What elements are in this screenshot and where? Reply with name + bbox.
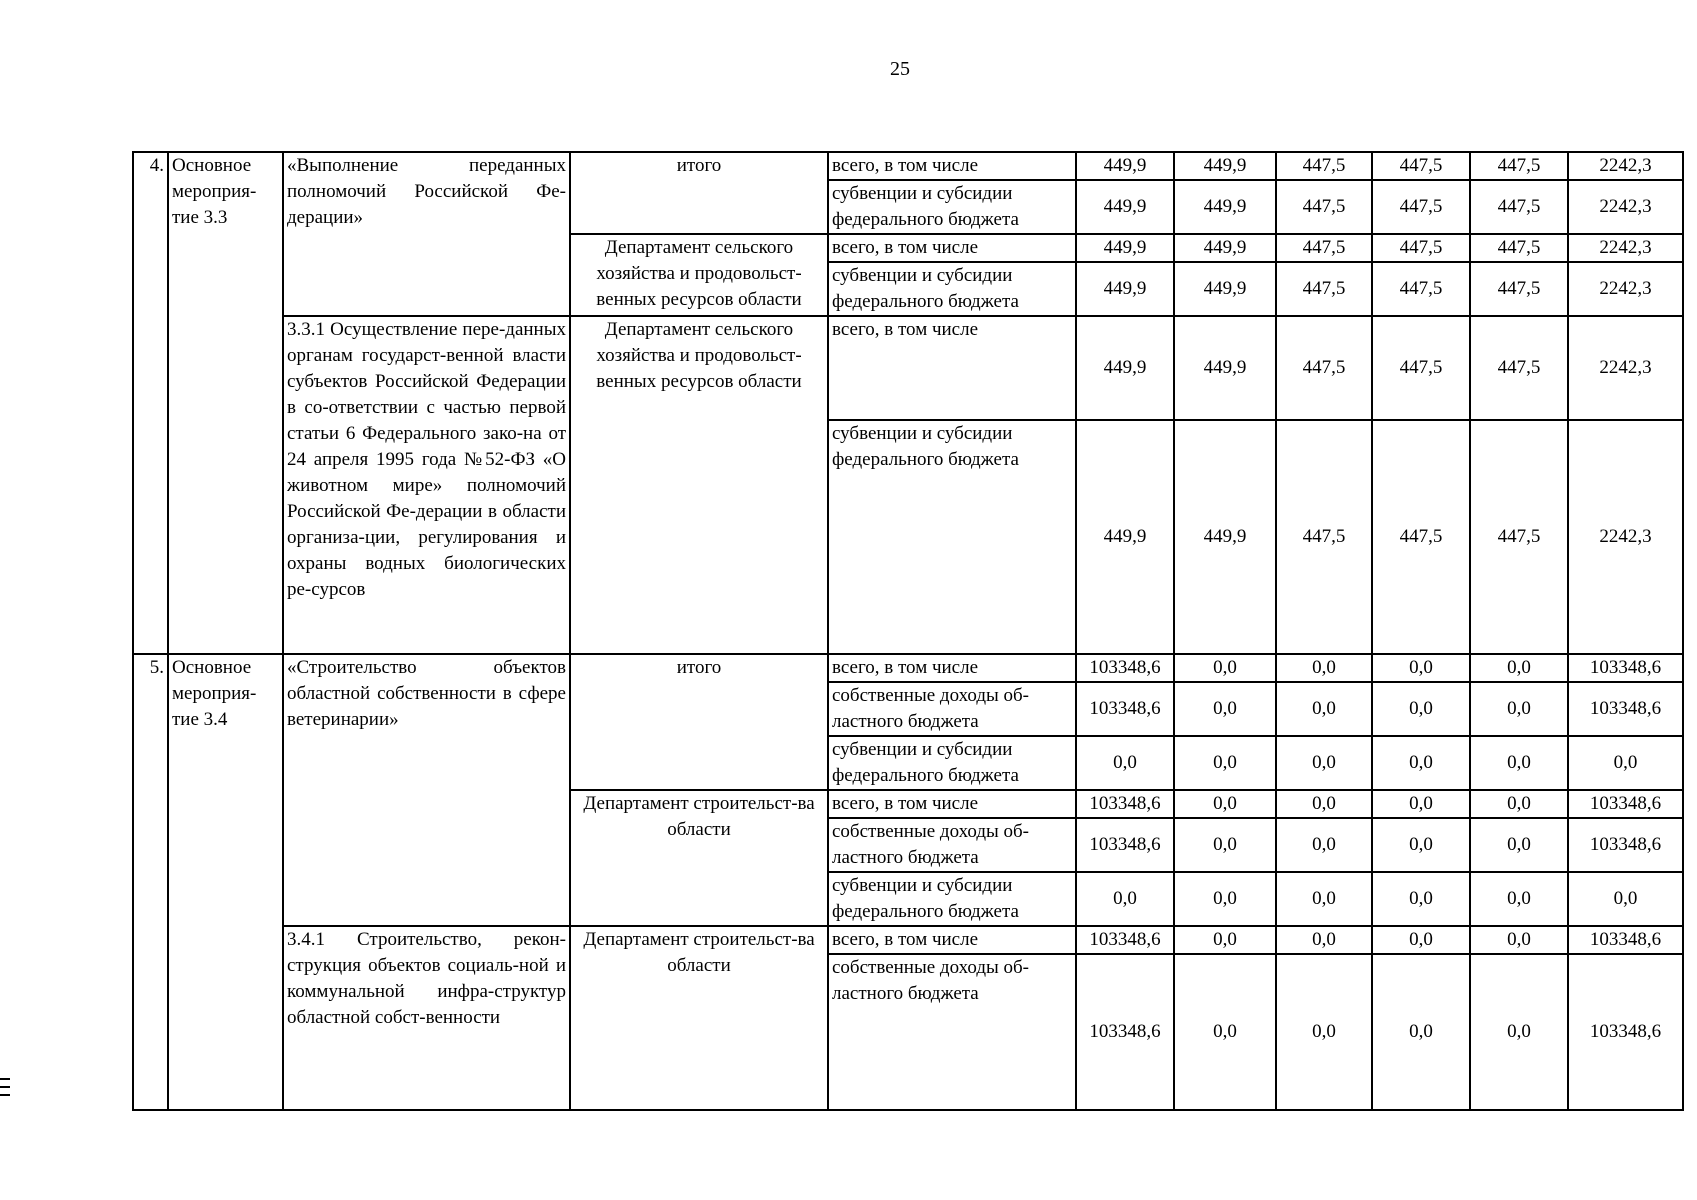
value-cell: 0,0	[1076, 736, 1174, 790]
value-cell: 0,0	[1470, 954, 1568, 1110]
value-cell: 103348,6	[1076, 654, 1174, 682]
source-cell: всего, в том числе	[828, 152, 1076, 180]
value-cell: 0,0	[1568, 872, 1683, 926]
value-cell: 0,0	[1076, 872, 1174, 926]
value-cell: 447,5	[1372, 420, 1470, 654]
table-row	[133, 654, 1683, 682]
scan-mark	[0, 1086, 10, 1088]
value-cell: 2242,3	[1568, 316, 1683, 420]
page-number: 25	[890, 58, 910, 80]
executor-cell: Департамент сельского хозяйства и продовольст-венных ресурсов области	[570, 316, 828, 654]
value-cell: 0,0	[1174, 682, 1276, 736]
value-cell: 103348,6	[1076, 926, 1174, 954]
value-cell: 447,5	[1276, 152, 1372, 180]
value-cell: 449,9	[1076, 234, 1174, 262]
row-number: 5.	[133, 654, 168, 1110]
value-cell: 447,5	[1372, 316, 1470, 420]
executor-cell: Департамент строительст-ва области	[570, 926, 828, 1110]
value-cell: 0,0	[1276, 818, 1372, 872]
value-cell: 0,0	[1470, 818, 1568, 872]
value-cell: 447,5	[1372, 262, 1470, 316]
value-cell: 447,5	[1372, 152, 1470, 180]
value-cell: 449,9	[1174, 180, 1276, 234]
value-cell: 447,5	[1470, 420, 1568, 654]
value-cell: 449,9	[1174, 316, 1276, 420]
value-cell: 103348,6	[1568, 818, 1683, 872]
value-cell: 0,0	[1568, 736, 1683, 790]
value-cell: 0,0	[1470, 654, 1568, 682]
value-cell: 449,9	[1174, 420, 1276, 654]
value-cell: 0,0	[1174, 790, 1276, 818]
value-cell: 0,0	[1372, 736, 1470, 790]
measure-cell: Основное мероприя-тие 3.4	[168, 654, 283, 1110]
value-cell: 103348,6	[1076, 682, 1174, 736]
source-cell: собственные доходы об-ластного бюджета	[828, 682, 1076, 736]
value-cell: 0,0	[1470, 926, 1568, 954]
value-cell: 449,9	[1174, 152, 1276, 180]
value-cell: 0,0	[1174, 654, 1276, 682]
value-cell: 103348,6	[1568, 682, 1683, 736]
value-cell: 0,0	[1174, 818, 1276, 872]
value-cell: 2242,3	[1568, 234, 1683, 262]
value-cell: 0,0	[1276, 654, 1372, 682]
value-cell: 0,0	[1372, 926, 1470, 954]
source-cell: субвенции и субсидии федерального бюджета	[828, 420, 1076, 654]
value-cell: 103348,6	[1568, 954, 1683, 1110]
source-cell: всего, в том числе	[828, 654, 1076, 682]
source-cell: субвенции и субсидии федерального бюджета	[828, 736, 1076, 790]
value-cell: 0,0	[1372, 818, 1470, 872]
executor-cell: Департамент строительст-ва области	[570, 790, 828, 926]
value-cell: 103348,6	[1076, 818, 1174, 872]
budget-table	[132, 151, 1684, 1111]
value-cell: 2242,3	[1568, 180, 1683, 234]
value-cell: 447,5	[1470, 262, 1568, 316]
value-cell: 447,5	[1276, 420, 1372, 654]
value-cell: 0,0	[1276, 872, 1372, 926]
value-cell: 449,9	[1076, 262, 1174, 316]
value-cell: 103348,6	[1076, 790, 1174, 818]
value-cell: 447,5	[1470, 234, 1568, 262]
source-cell: субвенции и субсидии федерального бюджета	[828, 872, 1076, 926]
value-cell: 0,0	[1372, 954, 1470, 1110]
source-cell: всего, в том числе	[828, 316, 1076, 420]
value-cell: 449,9	[1174, 262, 1276, 316]
value-cell: 447,5	[1372, 180, 1470, 234]
value-cell: 449,9	[1174, 234, 1276, 262]
value-cell: 447,5	[1276, 262, 1372, 316]
source-cell: собственные доходы об-ластного бюджета	[828, 818, 1076, 872]
table-row	[133, 316, 1683, 420]
value-cell: 0,0	[1372, 872, 1470, 926]
value-cell: 0,0	[1470, 790, 1568, 818]
table-row	[133, 152, 1683, 180]
value-cell: 449,9	[1076, 420, 1174, 654]
source-cell: собственные доходы об-ластного бюджета	[828, 954, 1076, 1110]
scan-mark	[0, 1078, 10, 1080]
value-cell: 0,0	[1174, 954, 1276, 1110]
source-cell: всего, в том числе	[828, 790, 1076, 818]
value-cell: 0,0	[1470, 872, 1568, 926]
value-cell: 103348,6	[1568, 654, 1683, 682]
executor-cell: Департамент сельского хозяйства и продовольст-венных ресурсов области	[570, 234, 828, 316]
value-cell: 103348,6	[1076, 954, 1174, 1110]
value-cell: 0,0	[1372, 654, 1470, 682]
measure-name-cell: «Строительство объектов областной собственности в сфере ветеринарии»	[283, 654, 570, 926]
value-cell: 0,0	[1470, 682, 1568, 736]
value-cell: 103348,6	[1568, 926, 1683, 954]
value-cell: 2242,3	[1568, 420, 1683, 654]
value-cell: 447,5	[1470, 316, 1568, 420]
value-cell: 449,9	[1076, 316, 1174, 420]
value-cell: 0,0	[1372, 790, 1470, 818]
value-cell: 447,5	[1372, 234, 1470, 262]
value-cell: 447,5	[1276, 316, 1372, 420]
value-cell: 0,0	[1174, 926, 1276, 954]
measure-cell: Основное мероприя-тие 3.3	[168, 152, 283, 654]
value-cell: 0,0	[1276, 790, 1372, 818]
value-cell: 449,9	[1076, 152, 1174, 180]
scan-mark	[0, 1094, 10, 1096]
sub-measure-name-cell: 3.4.1 Строительство, рекон-струкция объектов социаль-ной и коммунальной инфра-структур областной собст-венности	[283, 926, 570, 1110]
table-row	[133, 926, 1683, 954]
value-cell: 0,0	[1372, 682, 1470, 736]
source-cell: субвенции и субсидии федерального бюджета	[828, 180, 1076, 234]
value-cell: 447,5	[1276, 180, 1372, 234]
value-cell: 0,0	[1276, 926, 1372, 954]
value-cell: 447,5	[1470, 180, 1568, 234]
executor-cell: итого	[570, 654, 828, 790]
source-cell: субвенции и субсидии федерального бюджета	[828, 262, 1076, 316]
source-cell: всего, в том числе	[828, 926, 1076, 954]
value-cell: 103348,6	[1568, 790, 1683, 818]
row-number: 4.	[133, 152, 168, 654]
value-cell: 2242,3	[1568, 262, 1683, 316]
value-cell: 0,0	[1174, 872, 1276, 926]
value-cell: 2242,3	[1568, 152, 1683, 180]
value-cell: 0,0	[1276, 682, 1372, 736]
value-cell: 0,0	[1174, 736, 1276, 790]
value-cell: 447,5	[1276, 234, 1372, 262]
executor-cell: итого	[570, 152, 828, 234]
value-cell: 447,5	[1470, 152, 1568, 180]
value-cell: 0,0	[1276, 954, 1372, 1110]
source-cell: всего, в том числе	[828, 234, 1076, 262]
measure-name-cell: «Выполнение переданных полномочий Российской Фе-дерации»	[283, 152, 570, 316]
value-cell: 0,0	[1276, 736, 1372, 790]
value-cell: 0,0	[1470, 736, 1568, 790]
sub-measure-name-cell: 3.3.1 Осуществление пере-данных органам государст-венной власти субъектов Российской Федерации в со-ответствии с частью первой статьи 6 Федерального зако-на от 24 апреля 1995 года №52-ФЗ «О животном мире» полномочий Российской Фе-дерации в области организа-ции, регулирования и охраны водных биологических ре-сурсов	[283, 316, 570, 654]
value-cell: 449,9	[1076, 180, 1174, 234]
